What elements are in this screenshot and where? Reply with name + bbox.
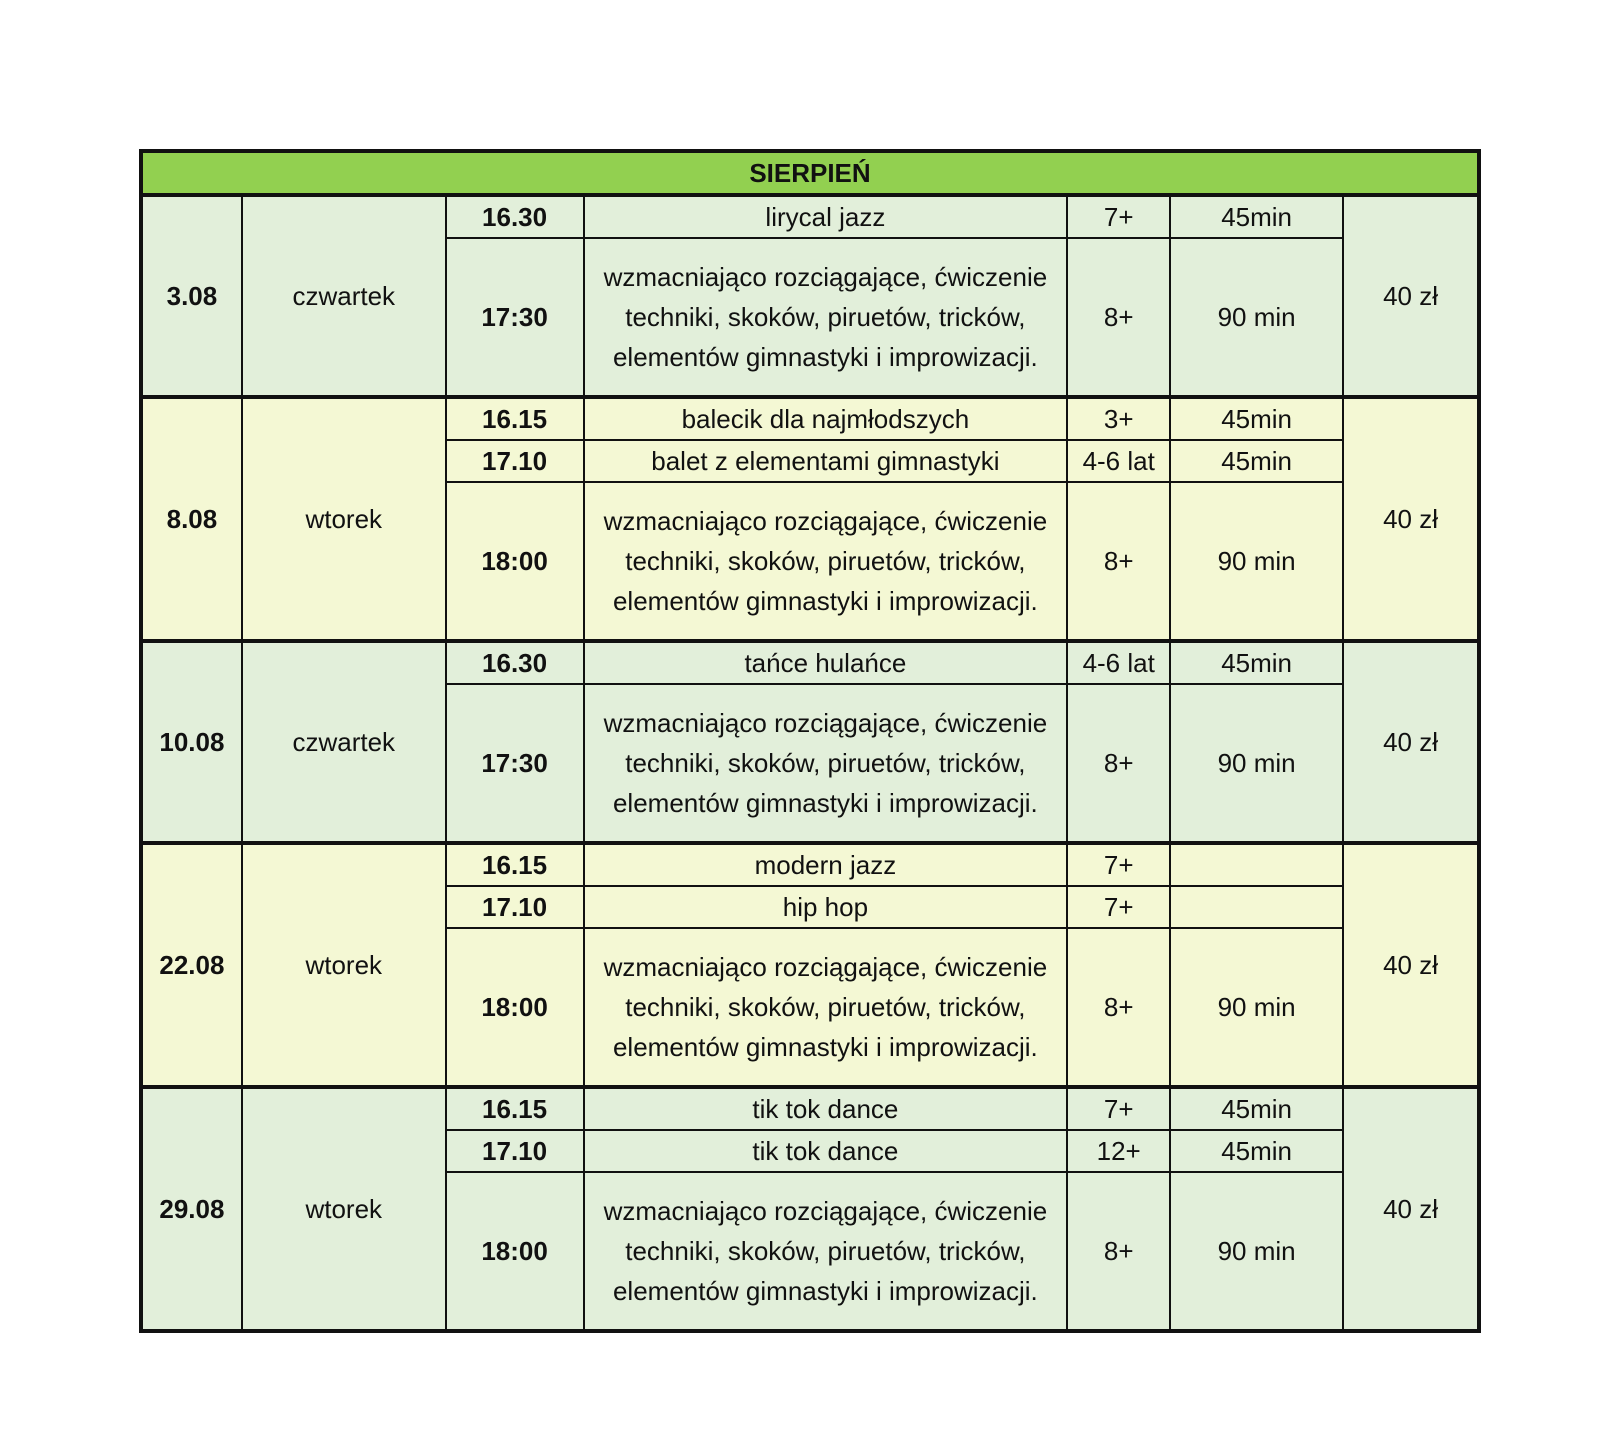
day-block (141, 843, 1479, 1087)
description-line: techniki, skoków, piruetów, tricków, (625, 302, 1026, 332)
duration-cell: 90 min (1170, 482, 1343, 641)
description-cell (584, 397, 1068, 440)
description-line: balecik dla najmłodszych (681, 404, 970, 434)
age-cell: 8+ (1067, 1172, 1170, 1331)
class-row (141, 397, 1479, 440)
description-line: techniki, skoków, piruetów, tricków, (625, 992, 1026, 1022)
description-line: wzmacniająco rozciągające, ćwiczenie (603, 1196, 1048, 1226)
date-cell: 10.08 (141, 641, 242, 843)
description-text (752, 1089, 898, 1129)
description-text (604, 947, 1048, 1067)
month-title: SIERPIEŃ (141, 151, 1479, 195)
description-text (752, 1131, 898, 1171)
date-cell: 29.08 (141, 1087, 242, 1331)
time-cell: 17.10 (446, 440, 584, 482)
description-cell (584, 440, 1068, 482)
weekday-cell: wtorek (242, 1087, 446, 1331)
time-cell: 17:30 (446, 684, 584, 843)
description-line: elementów gimnastyki i improwizacji. (612, 788, 1038, 818)
description-line: balet z elementami gimnastyki (651, 446, 1000, 476)
schedule-table (139, 149, 1481, 1333)
time-cell: 16.15 (446, 843, 584, 886)
age-cell: 12+ (1067, 1130, 1170, 1172)
description-text (604, 1191, 1048, 1311)
description-line: techniki, skoków, piruetów, tricków, (625, 1236, 1026, 1266)
weekday-cell: wtorek (242, 843, 446, 1087)
description-cell (584, 238, 1068, 397)
description-text (765, 197, 885, 237)
description-line: wzmacniająco rozciągające, ćwiczenie (603, 262, 1048, 292)
title-row (141, 151, 1479, 195)
description-line: wzmacniająco rozciągające, ćwiczenie (603, 952, 1048, 982)
description-cell (584, 684, 1068, 843)
price-cell: 40 zł (1343, 1087, 1479, 1331)
description-text (604, 501, 1048, 621)
price-cell: 40 zł (1343, 195, 1479, 397)
time-cell: 16.15 (446, 397, 584, 440)
duration-cell (1170, 843, 1343, 886)
description-line: modern jazz (754, 850, 897, 880)
description-line: elementów gimnastyki i improwizacji. (612, 1276, 1038, 1306)
description-line: techniki, skoków, piruetów, tricków, (625, 546, 1026, 576)
description-text (651, 441, 999, 481)
duration-cell: 45min (1170, 397, 1343, 440)
description-cell (584, 928, 1068, 1087)
description-line: wzmacniająco rozciągające, ćwiczenie (603, 506, 1048, 536)
description-cell (584, 1172, 1068, 1331)
date-cell: 22.08 (141, 843, 242, 1087)
time-cell: 18:00 (446, 482, 584, 641)
price-cell: 40 zł (1343, 397, 1479, 641)
duration-cell: 45min (1170, 440, 1343, 482)
age-cell: 8+ (1067, 482, 1170, 641)
description-text (682, 399, 970, 439)
age-cell: 8+ (1067, 238, 1170, 397)
class-row (141, 641, 1479, 684)
day-block (141, 397, 1479, 641)
day-block (141, 641, 1479, 843)
description-line: tik tok dance (752, 1136, 899, 1166)
age-cell: 3+ (1067, 397, 1170, 440)
description-cell (584, 1087, 1068, 1130)
date-cell: 3.08 (141, 195, 242, 397)
description-line: tik tok dance (752, 1094, 899, 1124)
age-cell: 7+ (1067, 843, 1170, 886)
class-row (141, 1087, 1479, 1130)
duration-cell: 90 min (1170, 684, 1343, 843)
description-cell (584, 482, 1068, 641)
time-cell: 16.30 (446, 641, 584, 684)
description-line: elementów gimnastyki i improwizacji. (612, 342, 1038, 372)
description-line: lirycal jazz (765, 202, 886, 232)
duration-cell: 45min (1170, 1087, 1343, 1130)
duration-cell: 45min (1170, 1130, 1343, 1172)
description-cell (584, 195, 1068, 238)
time-cell: 17:30 (446, 238, 584, 397)
description-text (755, 845, 897, 885)
age-cell: 8+ (1067, 928, 1170, 1087)
description-text (744, 643, 906, 683)
duration-cell: 90 min (1170, 928, 1343, 1087)
time-cell: 17.10 (446, 886, 584, 928)
description-text (604, 703, 1048, 823)
age-cell: 7+ (1067, 886, 1170, 928)
weekday-cell: wtorek (242, 397, 446, 641)
price-cell: 40 zł (1343, 843, 1479, 1087)
time-cell: 16.30 (446, 195, 584, 238)
age-cell: 4-6 lat (1067, 440, 1170, 482)
description-cell (584, 1130, 1068, 1172)
time-cell: 17.10 (446, 1130, 584, 1172)
duration-cell: 90 min (1170, 1172, 1343, 1331)
description-cell (584, 843, 1068, 886)
date-cell: 8.08 (141, 397, 242, 641)
description-line: hip hop (782, 892, 869, 922)
description-line: techniki, skoków, piruetów, tricków, (625, 748, 1026, 778)
day-block (141, 1087, 1479, 1331)
time-cell: 18:00 (446, 1172, 584, 1331)
age-cell: 7+ (1067, 195, 1170, 238)
description-text (604, 257, 1048, 377)
price-cell: 40 zł (1343, 641, 1479, 843)
day-block (141, 195, 1479, 397)
weekday-cell: czwartek (242, 641, 446, 843)
age-cell: 8+ (1067, 684, 1170, 843)
class-row (141, 843, 1479, 886)
duration-cell: 45min (1170, 641, 1343, 684)
age-cell: 4-6 lat (1067, 641, 1170, 684)
time-cell: 18:00 (446, 928, 584, 1087)
duration-cell: 90 min (1170, 238, 1343, 397)
description-text (783, 887, 868, 927)
description-cell (584, 886, 1068, 928)
time-cell: 16.15 (446, 1087, 584, 1130)
weekday-cell: czwartek (242, 195, 446, 397)
duration-cell (1170, 886, 1343, 928)
description-line: tańce hulańce (744, 648, 907, 678)
age-cell: 7+ (1067, 1087, 1170, 1130)
duration-cell: 45min (1170, 195, 1343, 238)
description-line: elementów gimnastyki i improwizacji. (612, 586, 1038, 616)
description-line: wzmacniająco rozciągające, ćwiczenie (603, 708, 1048, 738)
class-row (141, 195, 1479, 238)
description-cell (584, 641, 1068, 684)
description-line: elementów gimnastyki i improwizacji. (612, 1032, 1038, 1062)
